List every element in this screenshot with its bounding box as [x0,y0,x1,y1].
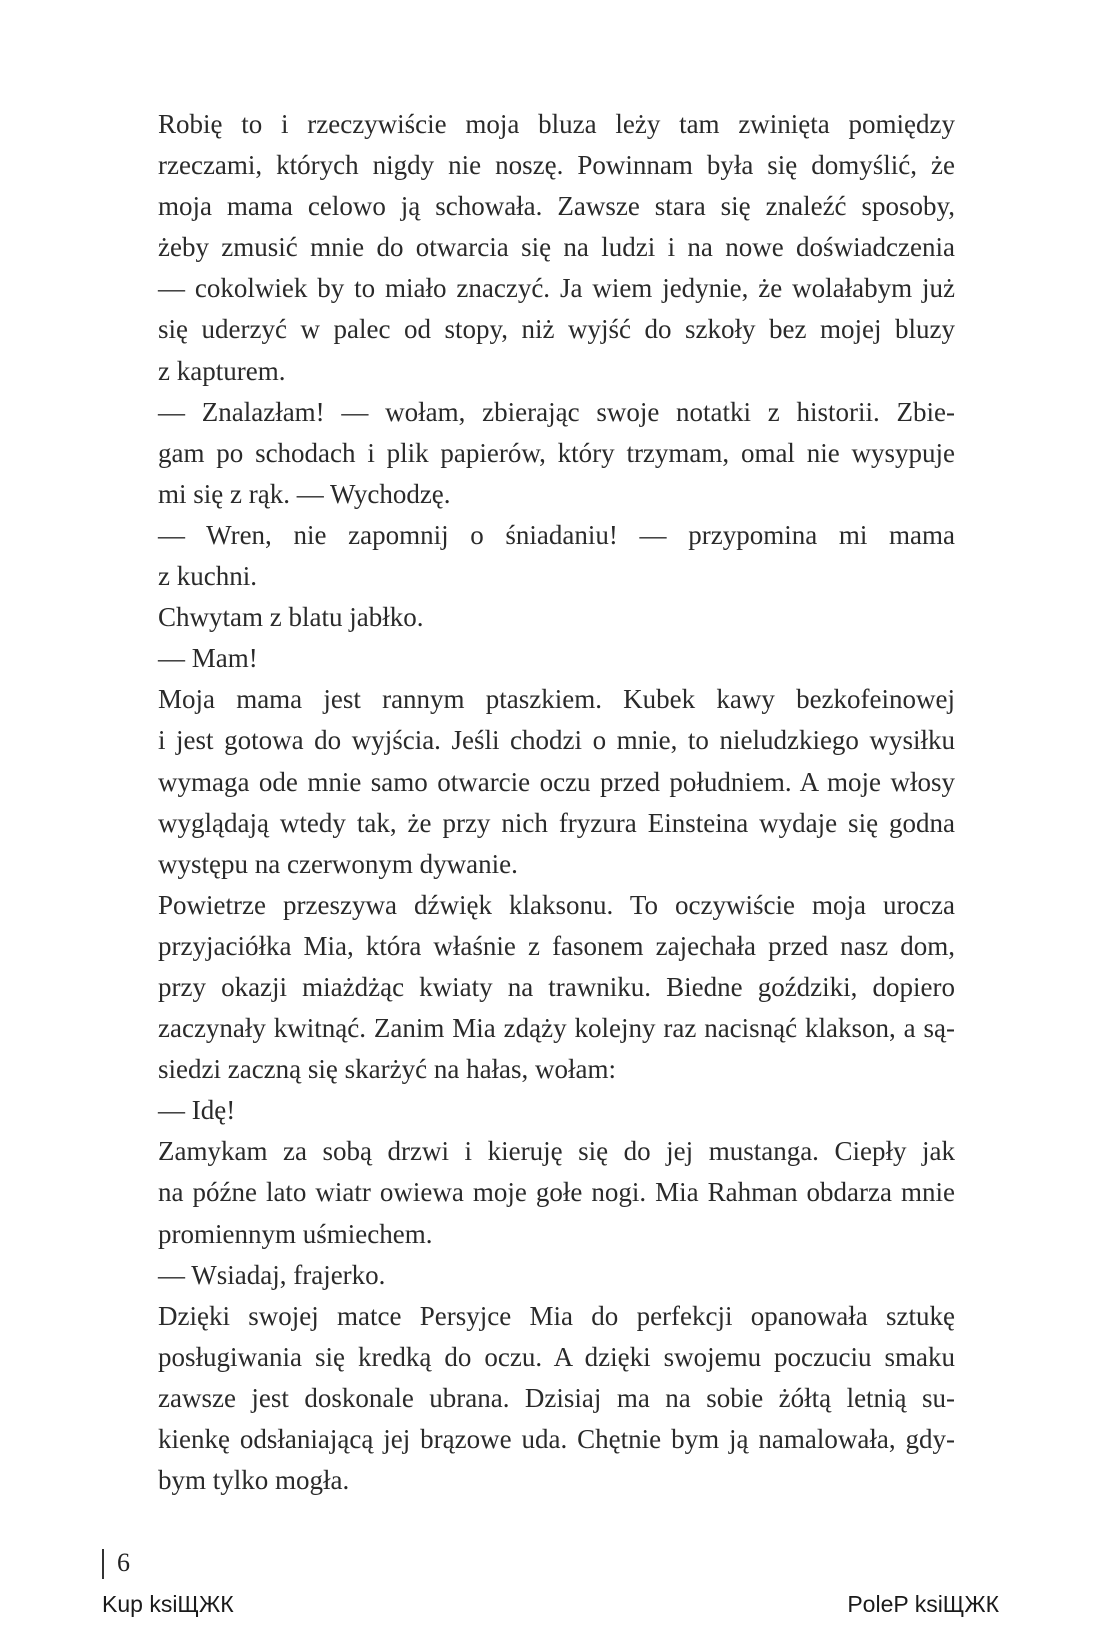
text-line: moja mama celowo ją schowała. Zawsze stara się znaleźć sposoby, [158,191,955,222]
paragraph-9 [119,1131,955,1254]
paragraph-8 [119,1090,955,1131]
text-line: z kuchni. [158,561,257,592]
text-line: przy okazji miażdżąc kwiaty na trawniku. Biedne goździki, dopiero [158,971,955,1002]
text-line: Chwytam z blatu jabłko. [158,602,424,633]
text-line: żeby zmusić mnie do otwarcia się na ludzi i na nowe doświadczenia [158,232,955,263]
text-line: — cokolwiek by to miało znaczyć. Ja wiem jedynie, że wolałabym już [158,273,955,304]
text-line: posługiwania się kredką do oczu. A dzięki swojemu poczuciu smaku [158,1341,955,1372]
paragraph-3 [119,515,955,597]
text-line: promiennym uśmiechem. [158,1218,433,1249]
text-line: Dzięki swojej matce Persyjce Mia do perfekcji opanowała sztukę [158,1300,955,1331]
text-line: Zamykam za sobą drzwi i kieruję się do jej mustanga. Ciepły jak [158,1136,955,1167]
footer-buy-book-link[interactable]: Kup ksiЩЖК [102,1591,234,1617]
paragraph-2 [119,392,955,515]
text-line: wyglądają wtedy tak, że przy nich fryzura Einsteina wydaje się godna [158,807,955,838]
text-line: bym tylko mogła. [158,1465,350,1496]
text-line: Moja mama jest rannym ptaszkiem. Kubek kawy bezkofeinowej [158,684,955,715]
text-line: — Idę! [158,1095,236,1126]
text-line: gam po schodach i plik papierów, który trzymam, omal nie wysypuje [158,437,955,468]
text-line: występu na czerwonym dywanie. [158,848,518,879]
text-line: — Wsiadaj, frajerko. [158,1259,386,1290]
text-line: i jest gotowa do wyjścia. Jeśli chodzi o mnie, to nieludzkiego wysiłku [158,725,955,756]
page-number-rule [102,1549,104,1579]
paragraph-4 [119,597,955,638]
page-number: 6 [117,1548,130,1577]
paragraph-10 [119,1255,955,1296]
text-line: zaczynały kwitnąć. Zanim Mia zdąży kolejny raz nacisnąć klakson, a są- [158,1013,955,1044]
text-line: Powietrze przeszywa dźwięk klaksonu. To oczywiście moja urocza [158,889,955,920]
paragraph-5 [119,638,955,679]
text-line: się uderzyć w palec od stopy, niż wyjść do szkoły bez mojej bluzy [158,314,955,345]
paragraph-7 [119,885,955,1090]
text-line: wymaga ode mnie samo otwarcie oczu przed południem. A moje włosy [158,766,955,797]
paragraph-1 [119,104,955,392]
text-line: z kapturem. [158,355,286,386]
text-line: przyjaciółka Mia, która właśnie z fasonem zajechała przed nasz dom, [158,930,955,961]
text-line: rzeczami, których nigdy nie noszę. Powinnam była się domyślić, że [158,150,955,181]
text-line: — Mam! [158,643,258,674]
footer-recommend-book-link[interactable]: PoleP ksiЩЖК [847,1591,999,1617]
text-line: mi się z rąk. — Wychodzę. [158,478,451,509]
paragraph-6 [119,679,955,884]
text-line: — Wren, nie zapomnij o śniadaniu! — przypomina mi mama [158,519,955,550]
text-line: siedzi zaczną się skarżyć na hałas, wołam: [158,1054,617,1085]
text-line: zawsze jest doskonale ubrana. Dzisiaj ma na sobie żółtą letnią su- [158,1382,955,1413]
paragraph-11 [119,1296,955,1501]
text-line: na późne lato wiatr owiewa moje gołe nogi. Mia Rahman obdarza mnie [158,1177,955,1208]
body-text [119,104,955,1501]
text-line: Robię to i rzeczywiście moja bluza leży tam zwinięta pomiędzy [158,109,955,139]
text-line: — Znalazłam! — wołam, zbierając swoje notatki z historii. Zbie- [158,396,955,427]
text-line: kienkę odsłaniającą jej brązowe uda. Chętnie bym ją namalowała, gdy- [158,1424,955,1454]
